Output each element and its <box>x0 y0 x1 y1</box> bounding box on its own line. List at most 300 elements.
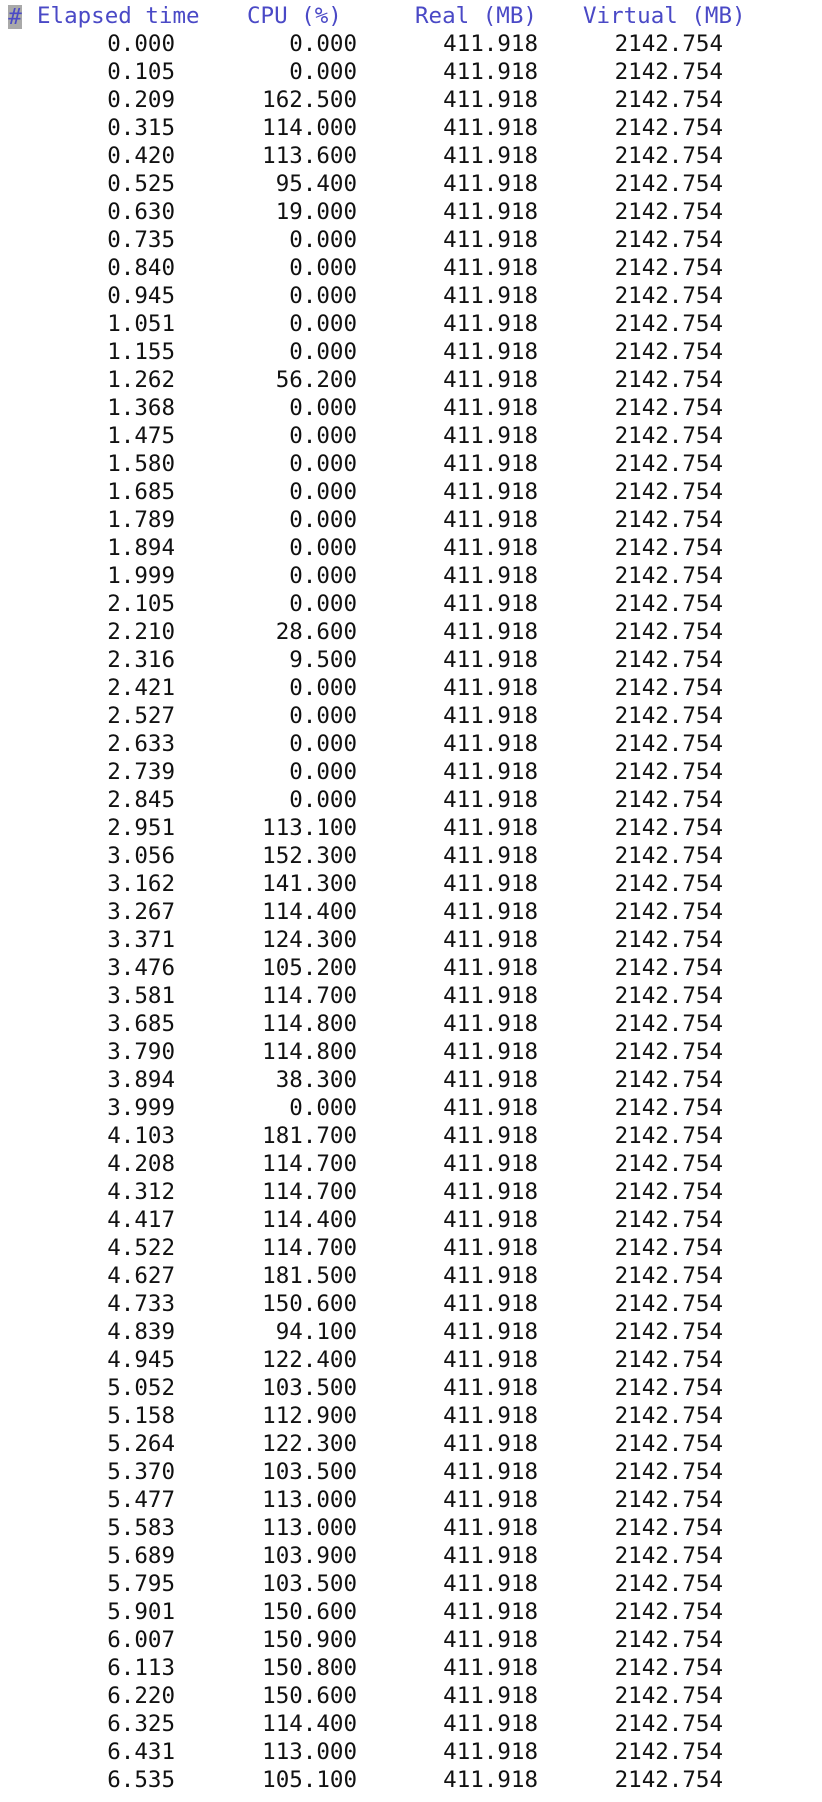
table-row <box>0 1738 822 1766</box>
elapsed-time-cell: 4.312 <box>107 1179 175 1205</box>
real-mb-cell: 411.918 <box>443 227 538 253</box>
elapsed-time-cell: 3.371 <box>107 927 175 953</box>
virtual-mb-cell: 2142.754 <box>614 1683 723 1709</box>
real-mb-cell: 411.918 <box>443 395 538 421</box>
elapsed-time-cell: 0.105 <box>107 59 175 85</box>
real-mb-cell: 411.918 <box>443 1179 538 1205</box>
table-row <box>0 758 822 786</box>
cpu-percent-cell: 112.900 <box>262 1403 357 1429</box>
real-mb-cell: 411.918 <box>443 1235 538 1261</box>
virtual-mb-cell: 2142.754 <box>614 143 723 169</box>
table-row <box>0 702 822 730</box>
table-row <box>0 590 822 618</box>
cpu-percent-cell: 103.500 <box>262 1375 357 1401</box>
cpu-percent-cell: 0.000 <box>289 759 357 785</box>
real-mb-cell: 411.918 <box>443 927 538 953</box>
elapsed-time-cell: 2.421 <box>107 675 175 701</box>
real-mb-cell: 411.918 <box>443 591 538 617</box>
cpu-percent-cell: 150.800 <box>262 1655 357 1681</box>
elapsed-time-cell: 0.840 <box>107 255 175 281</box>
elapsed-time-cell: 5.158 <box>107 1403 175 1429</box>
real-mb-cell: 411.918 <box>443 983 538 1009</box>
real-mb-cell: 411.918 <box>443 1011 538 1037</box>
virtual-mb-cell: 2142.754 <box>614 535 723 561</box>
real-mb-cell: 411.918 <box>443 619 538 645</box>
elapsed-time-cell: 5.370 <box>107 1459 175 1485</box>
virtual-mb-cell: 2142.754 <box>614 479 723 505</box>
real-mb-cell: 411.918 <box>443 339 538 365</box>
real-mb-cell: 411.918 <box>443 1347 538 1373</box>
virtual-mb-cell: 2142.754 <box>614 1515 723 1541</box>
table-row <box>0 1598 822 1626</box>
cpu-percent-cell: 103.500 <box>262 1459 357 1485</box>
real-mb-cell: 411.918 <box>443 1123 538 1149</box>
header-line <box>0 2 822 30</box>
table-row <box>0 338 822 366</box>
table-row <box>0 1262 822 1290</box>
cpu-percent-cell: 38.300 <box>275 1067 357 1093</box>
table-row <box>0 1430 822 1458</box>
table-row <box>0 86 822 114</box>
cpu-percent-cell: 114.700 <box>262 1179 357 1205</box>
virtual-mb-cell: 2142.754 <box>614 1487 723 1513</box>
table-row <box>0 170 822 198</box>
column-header-real-mb: Real (MB) <box>415 3 537 29</box>
elapsed-time-cell: 0.735 <box>107 227 175 253</box>
real-mb-cell: 411.918 <box>443 1543 538 1569</box>
virtual-mb-cell: 2142.754 <box>614 507 723 533</box>
virtual-mb-cell: 2142.754 <box>614 367 723 393</box>
elapsed-time-cell: 4.208 <box>107 1151 175 1177</box>
virtual-mb-cell: 2142.754 <box>614 1207 723 1233</box>
elapsed-time-cell: 2.633 <box>107 731 175 757</box>
cpu-percent-cell: 114.400 <box>262 1207 357 1233</box>
cpu-percent-cell: 0.000 <box>289 311 357 337</box>
cpu-percent-cell: 0.000 <box>289 703 357 729</box>
virtual-mb-cell: 2142.754 <box>614 563 723 589</box>
real-mb-cell: 411.918 <box>443 731 538 757</box>
virtual-mb-cell: 2142.754 <box>614 983 723 1009</box>
virtual-mb-cell: 2142.754 <box>614 1319 723 1345</box>
virtual-mb-cell: 2142.754 <box>614 1039 723 1065</box>
real-mb-cell: 411.918 <box>443 871 538 897</box>
virtual-mb-cell: 2142.754 <box>614 1347 723 1373</box>
elapsed-time-cell: 1.155 <box>107 339 175 365</box>
table-row <box>0 506 822 534</box>
elapsed-time-cell: 1.580 <box>107 451 175 477</box>
real-mb-cell: 411.918 <box>443 115 538 141</box>
cpu-percent-cell: 113.000 <box>262 1739 357 1765</box>
elapsed-time-cell: 2.316 <box>107 647 175 673</box>
elapsed-time-cell: 0.945 <box>107 283 175 309</box>
real-mb-cell: 411.918 <box>443 1515 538 1541</box>
cpu-percent-cell: 0.000 <box>289 423 357 449</box>
table-row <box>0 142 822 170</box>
table-row <box>0 534 822 562</box>
cpu-percent-cell: 114.400 <box>262 1711 357 1737</box>
virtual-mb-cell: 2142.754 <box>614 1459 723 1485</box>
virtual-mb-cell: 2142.754 <box>614 731 723 757</box>
table-row <box>0 1542 822 1570</box>
table-row <box>0 1290 822 1318</box>
table-row <box>0 954 822 982</box>
real-mb-cell: 411.918 <box>443 1039 538 1065</box>
elapsed-time-cell: 2.527 <box>107 703 175 729</box>
elapsed-time-cell: 6.325 <box>107 1711 175 1737</box>
real-mb-cell: 411.918 <box>443 31 538 57</box>
real-mb-cell: 411.918 <box>443 1683 538 1709</box>
table-row <box>0 282 822 310</box>
virtual-mb-cell: 2142.754 <box>614 619 723 645</box>
cpu-percent-cell: 105.100 <box>262 1767 357 1793</box>
table-row <box>0 1150 822 1178</box>
table-row <box>0 450 822 478</box>
virtual-mb-cell: 2142.754 <box>614 227 723 253</box>
real-mb-cell: 411.918 <box>443 1375 538 1401</box>
cpu-percent-cell: 95.400 <box>275 171 357 197</box>
table-row <box>0 1486 822 1514</box>
real-mb-cell: 411.918 <box>443 815 538 841</box>
table-row <box>0 674 822 702</box>
virtual-mb-cell: 2142.754 <box>614 1375 723 1401</box>
elapsed-time-cell: 0.420 <box>107 143 175 169</box>
cpu-percent-cell: 152.300 <box>262 843 357 869</box>
cpu-percent-cell: 0.000 <box>289 731 357 757</box>
elapsed-time-cell: 4.417 <box>107 1207 175 1233</box>
real-mb-cell: 411.918 <box>443 1599 538 1625</box>
real-mb-cell: 411.918 <box>443 171 538 197</box>
cpu-percent-cell: 162.500 <box>262 87 357 113</box>
virtual-mb-cell: 2142.754 <box>614 1599 723 1625</box>
elapsed-time-cell: 0.000 <box>107 31 175 57</box>
table-row <box>0 982 822 1010</box>
elapsed-time-cell: 3.476 <box>107 955 175 981</box>
real-mb-cell: 411.918 <box>443 255 538 281</box>
real-mb-cell: 411.918 <box>443 1095 538 1121</box>
real-mb-cell: 411.918 <box>443 675 538 701</box>
virtual-mb-cell: 2142.754 <box>614 199 723 225</box>
table-row <box>0 1514 822 1542</box>
table-row <box>0 310 822 338</box>
virtual-mb-cell: 2142.754 <box>614 1011 723 1037</box>
column-header-virtual-mb: Virtual (MB) <box>583 3 746 29</box>
elapsed-time-cell: 0.525 <box>107 171 175 197</box>
virtual-mb-cell: 2142.754 <box>614 647 723 673</box>
virtual-mb-cell: 2142.754 <box>614 1711 723 1737</box>
virtual-mb-cell: 2142.754 <box>614 255 723 281</box>
elapsed-time-cell: 3.581 <box>107 983 175 1009</box>
elapsed-time-cell: 1.262 <box>107 367 175 393</box>
table-row <box>0 1010 822 1038</box>
cpu-percent-cell: 114.700 <box>262 1235 357 1261</box>
cpu-percent-cell: 0.000 <box>289 507 357 533</box>
table-row <box>0 898 822 926</box>
virtual-mb-cell: 2142.754 <box>614 395 723 421</box>
elapsed-time-cell: 0.315 <box>107 115 175 141</box>
table-row <box>0 30 822 58</box>
virtual-mb-cell: 2142.754 <box>614 843 723 869</box>
cpu-percent-cell: 0.000 <box>289 563 357 589</box>
cpu-percent-cell: 28.600 <box>275 619 357 645</box>
cpu-percent-cell: 0.000 <box>289 675 357 701</box>
table-row <box>0 730 822 758</box>
virtual-mb-cell: 2142.754 <box>614 1151 723 1177</box>
table-row <box>0 870 822 898</box>
real-mb-cell: 411.918 <box>443 423 538 449</box>
cpu-percent-cell: 114.000 <box>262 115 357 141</box>
table-row <box>0 1458 822 1486</box>
real-mb-cell: 411.918 <box>443 1711 538 1737</box>
elapsed-time-cell: 5.795 <box>107 1571 175 1597</box>
virtual-mb-cell: 2142.754 <box>614 927 723 953</box>
table-row <box>0 814 822 842</box>
real-mb-cell: 411.918 <box>443 1207 538 1233</box>
elapsed-time-cell: 5.264 <box>107 1431 175 1457</box>
cpu-percent-cell: 122.400 <box>262 1347 357 1373</box>
elapsed-time-cell: 1.894 <box>107 535 175 561</box>
real-mb-cell: 411.918 <box>443 1627 538 1653</box>
real-mb-cell: 411.918 <box>443 59 538 85</box>
cpu-percent-cell: 150.600 <box>262 1291 357 1317</box>
elapsed-time-cell: 3.056 <box>107 843 175 869</box>
table-row <box>0 58 822 86</box>
cpu-percent-cell: 9.500 <box>289 647 357 673</box>
elapsed-time-cell: 2.951 <box>107 815 175 841</box>
real-mb-cell: 411.918 <box>443 535 538 561</box>
elapsed-time-cell: 6.535 <box>107 1767 175 1793</box>
virtual-mb-cell: 2142.754 <box>614 1571 723 1597</box>
table-row <box>0 254 822 282</box>
table-row <box>0 1066 822 1094</box>
elapsed-time-cell: 5.901 <box>107 1599 175 1625</box>
real-mb-cell: 411.918 <box>443 563 538 589</box>
virtual-mb-cell: 2142.754 <box>614 1627 723 1653</box>
cpu-percent-cell: 0.000 <box>289 451 357 477</box>
cpu-percent-cell: 114.700 <box>262 983 357 1009</box>
real-mb-cell: 411.918 <box>443 367 538 393</box>
cpu-percent-cell: 114.800 <box>262 1039 357 1065</box>
elapsed-time-cell: 1.475 <box>107 423 175 449</box>
table-row <box>0 1766 822 1794</box>
real-mb-cell: 411.918 <box>443 283 538 309</box>
elapsed-time-cell: 1.051 <box>107 311 175 337</box>
table-row <box>0 1402 822 1430</box>
virtual-mb-cell: 2142.754 <box>614 675 723 701</box>
elapsed-time-cell: 1.685 <box>107 479 175 505</box>
elapsed-time-cell: 0.630 <box>107 199 175 225</box>
table-row <box>0 618 822 646</box>
virtual-mb-cell: 2142.754 <box>614 1179 723 1205</box>
elapsed-time-cell: 2.845 <box>107 787 175 813</box>
real-mb-cell: 411.918 <box>443 1739 538 1765</box>
real-mb-cell: 411.918 <box>443 843 538 869</box>
cpu-percent-cell: 0.000 <box>289 59 357 85</box>
elapsed-time-cell: 3.685 <box>107 1011 175 1037</box>
cpu-percent-cell: 113.100 <box>262 815 357 841</box>
elapsed-time-cell: 4.522 <box>107 1235 175 1261</box>
table-row <box>0 1570 822 1598</box>
virtual-mb-cell: 2142.754 <box>614 1767 723 1793</box>
virtual-mb-cell: 2142.754 <box>614 31 723 57</box>
elapsed-time-cell: 6.007 <box>107 1627 175 1653</box>
real-mb-cell: 411.918 <box>443 899 538 925</box>
virtual-mb-cell: 2142.754 <box>614 1123 723 1149</box>
virtual-mb-cell: 2142.754 <box>614 955 723 981</box>
elapsed-time-cell: 5.052 <box>107 1375 175 1401</box>
table-row <box>0 1626 822 1654</box>
virtual-mb-cell: 2142.754 <box>614 899 723 925</box>
table-row <box>0 1234 822 1262</box>
table-row <box>0 1654 822 1682</box>
elapsed-time-cell: 3.999 <box>107 1095 175 1121</box>
cpu-percent-cell: 114.800 <box>262 1011 357 1037</box>
virtual-mb-cell: 2142.754 <box>614 171 723 197</box>
cpu-percent-cell: 113.600 <box>262 143 357 169</box>
elapsed-time-cell: 6.431 <box>107 1739 175 1765</box>
elapsed-time-cell: 4.839 <box>107 1319 175 1345</box>
cpu-percent-cell: 0.000 <box>289 395 357 421</box>
real-mb-cell: 411.918 <box>443 1459 538 1485</box>
elapsed-time-cell: 4.627 <box>107 1263 175 1289</box>
elapsed-time-cell: 2.105 <box>107 591 175 617</box>
table-row <box>0 1038 822 1066</box>
virtual-mb-cell: 2142.754 <box>614 1403 723 1429</box>
table-row <box>0 646 822 674</box>
virtual-mb-cell: 2142.754 <box>614 311 723 337</box>
cpu-percent-cell: 0.000 <box>289 591 357 617</box>
virtual-mb-cell: 2142.754 <box>614 1263 723 1289</box>
table-row <box>0 786 822 814</box>
real-mb-cell: 411.918 <box>443 1403 538 1429</box>
elapsed-time-cell: 4.103 <box>107 1123 175 1149</box>
real-mb-cell: 411.918 <box>443 1263 538 1289</box>
table-row <box>0 842 822 870</box>
virtual-mb-cell: 2142.754 <box>614 1235 723 1261</box>
elapsed-time-cell: 1.368 <box>107 395 175 421</box>
elapsed-time-cell: 4.945 <box>107 1347 175 1373</box>
virtual-mb-cell: 2142.754 <box>614 1067 723 1093</box>
cpu-percent-cell: 0.000 <box>289 1095 357 1121</box>
virtual-mb-cell: 2142.754 <box>614 703 723 729</box>
cpu-percent-cell: 150.900 <box>262 1627 357 1653</box>
real-mb-cell: 411.918 <box>443 1431 538 1457</box>
cpu-percent-cell: 113.000 <box>262 1515 357 1541</box>
table-row <box>0 1682 822 1710</box>
table-row <box>0 114 822 142</box>
real-mb-cell: 411.918 <box>443 703 538 729</box>
elapsed-time-cell: 2.210 <box>107 619 175 645</box>
elapsed-time-cell: 3.162 <box>107 871 175 897</box>
cpu-percent-cell: 0.000 <box>289 227 357 253</box>
cpu-percent-cell: 141.300 <box>262 871 357 897</box>
virtual-mb-cell: 2142.754 <box>614 451 723 477</box>
table-row <box>0 394 822 422</box>
cpu-percent-cell: 114.700 <box>262 1151 357 1177</box>
table-row <box>0 1206 822 1234</box>
virtual-mb-cell: 2142.754 <box>614 1543 723 1569</box>
table-row <box>0 478 822 506</box>
table-row <box>0 562 822 590</box>
cpu-percent-cell: 103.500 <box>262 1571 357 1597</box>
virtual-mb-cell: 2142.754 <box>614 115 723 141</box>
cpu-percent-cell: 105.200 <box>262 955 357 981</box>
elapsed-time-cell: 3.267 <box>107 899 175 925</box>
cpu-percent-cell: 103.900 <box>262 1543 357 1569</box>
real-mb-cell: 411.918 <box>443 87 538 113</box>
elapsed-time-cell: 6.220 <box>107 1683 175 1709</box>
real-mb-cell: 411.918 <box>443 199 538 225</box>
table-row <box>0 422 822 450</box>
real-mb-cell: 411.918 <box>443 759 538 785</box>
real-mb-cell: 411.918 <box>443 1151 538 1177</box>
cpu-percent-cell: 150.600 <box>262 1599 357 1625</box>
cpu-percent-cell: 0.000 <box>289 339 357 365</box>
real-mb-cell: 411.918 <box>443 507 538 533</box>
elapsed-time-cell: 3.790 <box>107 1039 175 1065</box>
table-row <box>0 1710 822 1738</box>
table-row <box>0 1374 822 1402</box>
column-header-elapsed-time: Elapsed time <box>37 3 200 29</box>
virtual-mb-cell: 2142.754 <box>614 339 723 365</box>
cpu-percent-cell: 56.200 <box>275 367 357 393</box>
real-mb-cell: 411.918 <box>443 479 538 505</box>
virtual-mb-cell: 2142.754 <box>614 87 723 113</box>
virtual-mb-cell: 2142.754 <box>614 815 723 841</box>
virtual-mb-cell: 2142.754 <box>614 591 723 617</box>
virtual-mb-cell: 2142.754 <box>614 283 723 309</box>
virtual-mb-cell: 2142.754 <box>614 59 723 85</box>
cpu-percent-cell: 181.500 <box>262 1263 357 1289</box>
elapsed-time-cell: 6.113 <box>107 1655 175 1681</box>
virtual-mb-cell: 2142.754 <box>614 1431 723 1457</box>
elapsed-time-cell: 5.689 <box>107 1543 175 1569</box>
virtual-mb-cell: 2142.754 <box>614 1291 723 1317</box>
virtual-mb-cell: 2142.754 <box>614 1095 723 1121</box>
virtual-mb-cell: 2142.754 <box>614 423 723 449</box>
table-row <box>0 1318 822 1346</box>
real-mb-cell: 411.918 <box>443 1319 538 1345</box>
real-mb-cell: 411.918 <box>443 1291 538 1317</box>
cpu-percent-cell: 114.400 <box>262 899 357 925</box>
virtual-mb-cell: 2142.754 <box>614 1739 723 1765</box>
table-row <box>0 1094 822 1122</box>
real-mb-cell: 411.918 <box>443 647 538 673</box>
cpu-percent-cell: 0.000 <box>289 479 357 505</box>
cpu-percent-cell: 0.000 <box>289 535 357 561</box>
elapsed-time-cell: 0.209 <box>107 87 175 113</box>
table-row <box>0 1346 822 1374</box>
table-row <box>0 366 822 394</box>
virtual-mb-cell: 2142.754 <box>614 1655 723 1681</box>
real-mb-cell: 411.918 <box>443 1571 538 1597</box>
cpu-percent-cell: 113.000 <box>262 1487 357 1513</box>
real-mb-cell: 411.918 <box>443 787 538 813</box>
table-row <box>0 1122 822 1150</box>
comment-marker: # <box>8 4 22 30</box>
virtual-mb-cell: 2142.754 <box>614 871 723 897</box>
cpu-percent-cell: 0.000 <box>289 787 357 813</box>
cpu-percent-cell: 181.700 <box>262 1123 357 1149</box>
cpu-percent-cell: 94.100 <box>275 1319 357 1345</box>
table-row <box>0 226 822 254</box>
elapsed-time-cell: 5.477 <box>107 1487 175 1513</box>
elapsed-time-cell: 2.739 <box>107 759 175 785</box>
elapsed-time-cell: 1.789 <box>107 507 175 533</box>
cpu-percent-cell: 124.300 <box>262 927 357 953</box>
elapsed-time-cell: 4.733 <box>107 1291 175 1317</box>
cpu-percent-cell: 0.000 <box>289 255 357 281</box>
virtual-mb-cell: 2142.754 <box>614 759 723 785</box>
